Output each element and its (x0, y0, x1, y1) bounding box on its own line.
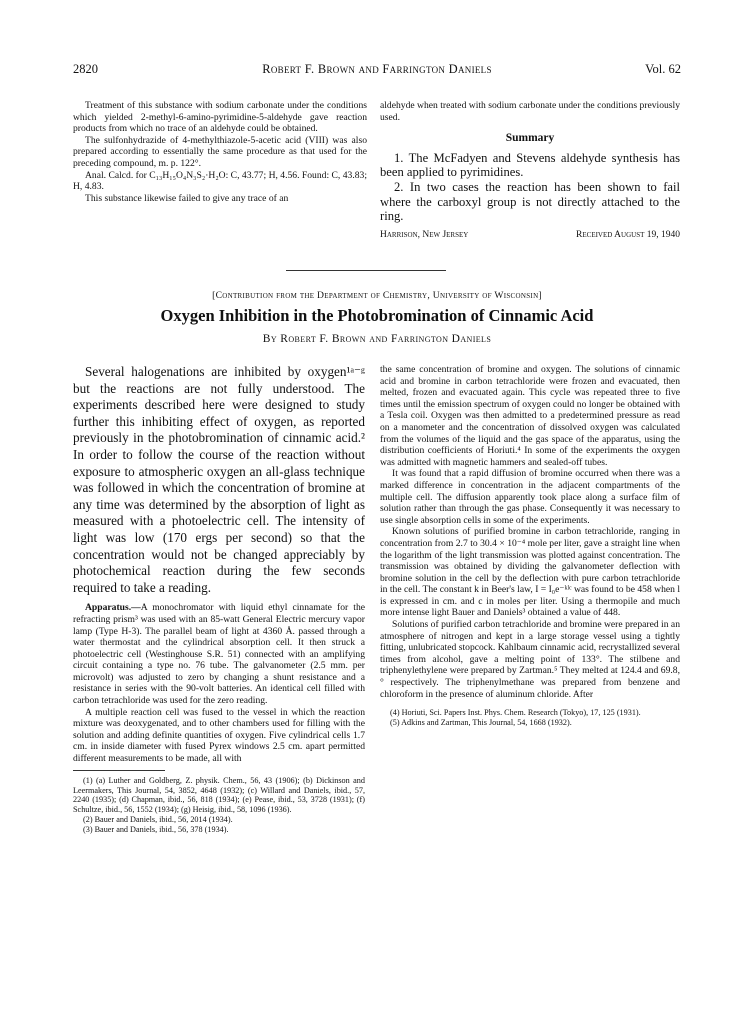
prev-article-left-column (73, 100, 367, 204)
signature-line (380, 230, 680, 242)
footnotes-right (380, 708, 680, 728)
running-header (73, 62, 681, 80)
summary-heading: Summary (505, 132, 555, 145)
footnote-divider (73, 770, 165, 771)
run-in-heading: Apparatus.— (85, 602, 141, 614)
page-number: 2820 (73, 62, 98, 76)
footnote: (3) Bauer and Daniels, ibid., 56, 378 (1934). (83, 825, 229, 835)
running-authors: Robert F. Brown and Farrington Daniels (262, 62, 492, 76)
summary-list (380, 151, 680, 224)
section-divider (286, 270, 446, 271)
footnote: (4) Horiuti, Sci. Papers Inst. Phys. Chem. Research (Tokyo), 17, 125 (1931). (390, 708, 641, 718)
analysis-line: Anal. Calcd. for C₁₃H₁₅O₄N₃S₂·H₂O: C, 43.77; H, 4.56. Found: C, 43.83; H, 4.83. (73, 169, 367, 193)
volume-label: Vol. 62 (645, 62, 681, 76)
footnotes-left (73, 776, 365, 835)
paragraph: This substance likewise failed to give any trace of an (85, 192, 289, 204)
paragraph: It was found that a rapid diffusion of bromine occurred when there was a marked difference in concentration in the adjacent compartments of the multiple cell. The diffusion apparently took place along a surface film of solution rather than through the gas phase. Consequently it was necessary to use single absorption cells in some of the experiments. (380, 468, 680, 526)
footnote: (1) (a) Luther and Goldberg, Z. physik. Chem., 56, 43 (1906); (b) Dickinson and Leermakers, This Journal, 54, 3852, 4648 (1932); (c) Willard and Daniels, ibid., 57, 2240 (1935); (d) Chapman, ibid., 56, 818 (1934); (e) Pease, ibid., 53, 3728 (1931); (f) Schultze, ibid., 56, 1552 (1934); (g) Heisig, ibid., 58, 1096 (1936). (73, 775, 365, 815)
paragraph: the same concentration of bromine and oxygen. The solutions of cinnamic acid and bromine in carbon tetrachloride were frozen and evacuated, then melted, frozen and evacuated again. This cycle was repeated three to five times until the emission spectrum of oxygen could no longer be obtained with a Tesla coil. Oxygen was then admitted to a predetermined pressure as read on a manometer and the concentration of dissolved oxygen was calculated from the volumes of the liquid and the gas space of the apparatus, using the distribution coefficients of Horiuti.⁴ In some of the experiments the oxygen was admitted with magnetic hammers and sealed-off tubes. (380, 364, 680, 468)
paragraph: A multiple reaction cell was fused to the vessel in which the reaction mixture was deoxygenated, and to other chambers used for filling with the solution and adding definite quantities of oxygen. Five cylindrical cells 1.7 cm. in inside diameter with fused Pyrex windows 2.5 cm. apart permitted different measurements to be made, all with (73, 706, 365, 765)
summary-item: 1. The McFadyen and Stevens aldehyde synthesis has been applied to pyrimidines. (380, 150, 680, 180)
received-date: Received August 19, 1940 (576, 229, 680, 240)
body-right-column (380, 364, 680, 728)
footnote: (5) Adkins and Zartman, This Journal, 54, 1668 (1932). (390, 718, 572, 728)
paragraph: Solutions of purified carbon tetrachloride and bromine were prepared in an atmosphere of nitrogen and kept in a large storage vessel using a tightly fitting, unlubricated stopcock. Kahlbaum cinnamic acid, recrystallized several times from alcohol, gave a melting point of 133°. The stilbene and triphenylethylene were prepared by Zartman.⁵ They melted at 124.4 and 69.8,° respectively. The triphenylmethane was prepared from benzene and chloroform in the presence of aluminum chloride. After (380, 619, 680, 700)
prev-article-right-column (380, 100, 680, 241)
paragraph: The sulfonhydrazide of 4-methylthiazole-5-acetic acid (VIII) was also prepared according to essentially the same procedure as that used for the preceding compound, m. p. 122°. (73, 134, 367, 169)
contribution-line: [Contribution from the Department of Chemistry, University of Wisconsin] (212, 290, 542, 301)
paragraph: Known solutions of purified bromine in carbon tetrachloride, ranging in concentration from 2.7 to 30.4 × 10⁻⁴ mole per liter, gave a straight line when the logarithm of the light transmission was plotted against concentration. The transmission was obtained by dividing the galvanometer deflection with bromine solution in the cell by the deflection with pure carbon tetrachloride in the cell. The constant k in Beer's law, I = I₀e⁻ᵏˡᶜ was found to be 458 when l is expressed in cm. and c in moles per liter. Using a thermopile and much more intense light Bauer and Daniels³ obtained a value of 448. (380, 526, 680, 619)
apparatus-paragraph (73, 602, 365, 706)
summary-item: 2. In two cases the reaction has been shown to fail where the carboxyl group is not directly attached to the ring. (380, 179, 680, 224)
paragraph: Treatment of this substance with sodium carbonate under the conditions which yielded 2-methyl-6-amino-pyrimidine-5-aldehyde gave reaction products from which no trace of an aldehyde could be obtained. (73, 100, 367, 135)
footnote: (2) Bauer and Daniels, ibid., 56, 2014 (1934). (83, 815, 233, 825)
body-left-column (73, 364, 365, 835)
lead-text: Several halogenations are inhibited by oxygen¹ᵃ⁻ᵍ but the reactions are not fully understood. The experiments described here were designed to study further this inhibiting effect of oxygen, as reported previously in the photobromination of cinnamic acid.² In order to follow the course of the reaction without exposure to atmospheric oxygen an all-glass technique was followed in which the concentration of bromine at any time was determined by the absorption of light as measured with a photoelectric cell. The intensity of light was low (170 ergs per second) so that the concentration would not be changed appreciably by photochemical reaction during the few seconds required to take a reading. (73, 364, 365, 595)
paragraph: aldehyde when treated with sodium carbonate under the conditions previously used. (380, 100, 680, 123)
lead-paragraph (73, 364, 365, 596)
apparatus-text: A monochromator with liquid ethyl cinnamate for the refracting prism³ was used with an 85-watt General Electric mercury vapor lamp (Type H-3). The parallel beam of light at 4360 Å. passed through a water thermostat and the cylindrical absorption cell. It then struck a photoelectric cell (Westinghouse S.R. 51) connected with an amplifying circuit containing a type no. 76 tube. The galvanometer (2.5 mm. per microvolt) was adjusted to zero by changing a shunt resistance and a resistance in series with the 90-volt batteries. An identical cell filled with carbon tetrachloride was used for the zero reading. (73, 602, 365, 707)
byline: By Robert F. Brown and Farrington Daniels (262, 333, 492, 345)
article-title: Oxygen Inhibition in the Photobromination of Cinnamic Acid (160, 306, 594, 325)
location: Harrison, New Jersey (380, 229, 469, 240)
